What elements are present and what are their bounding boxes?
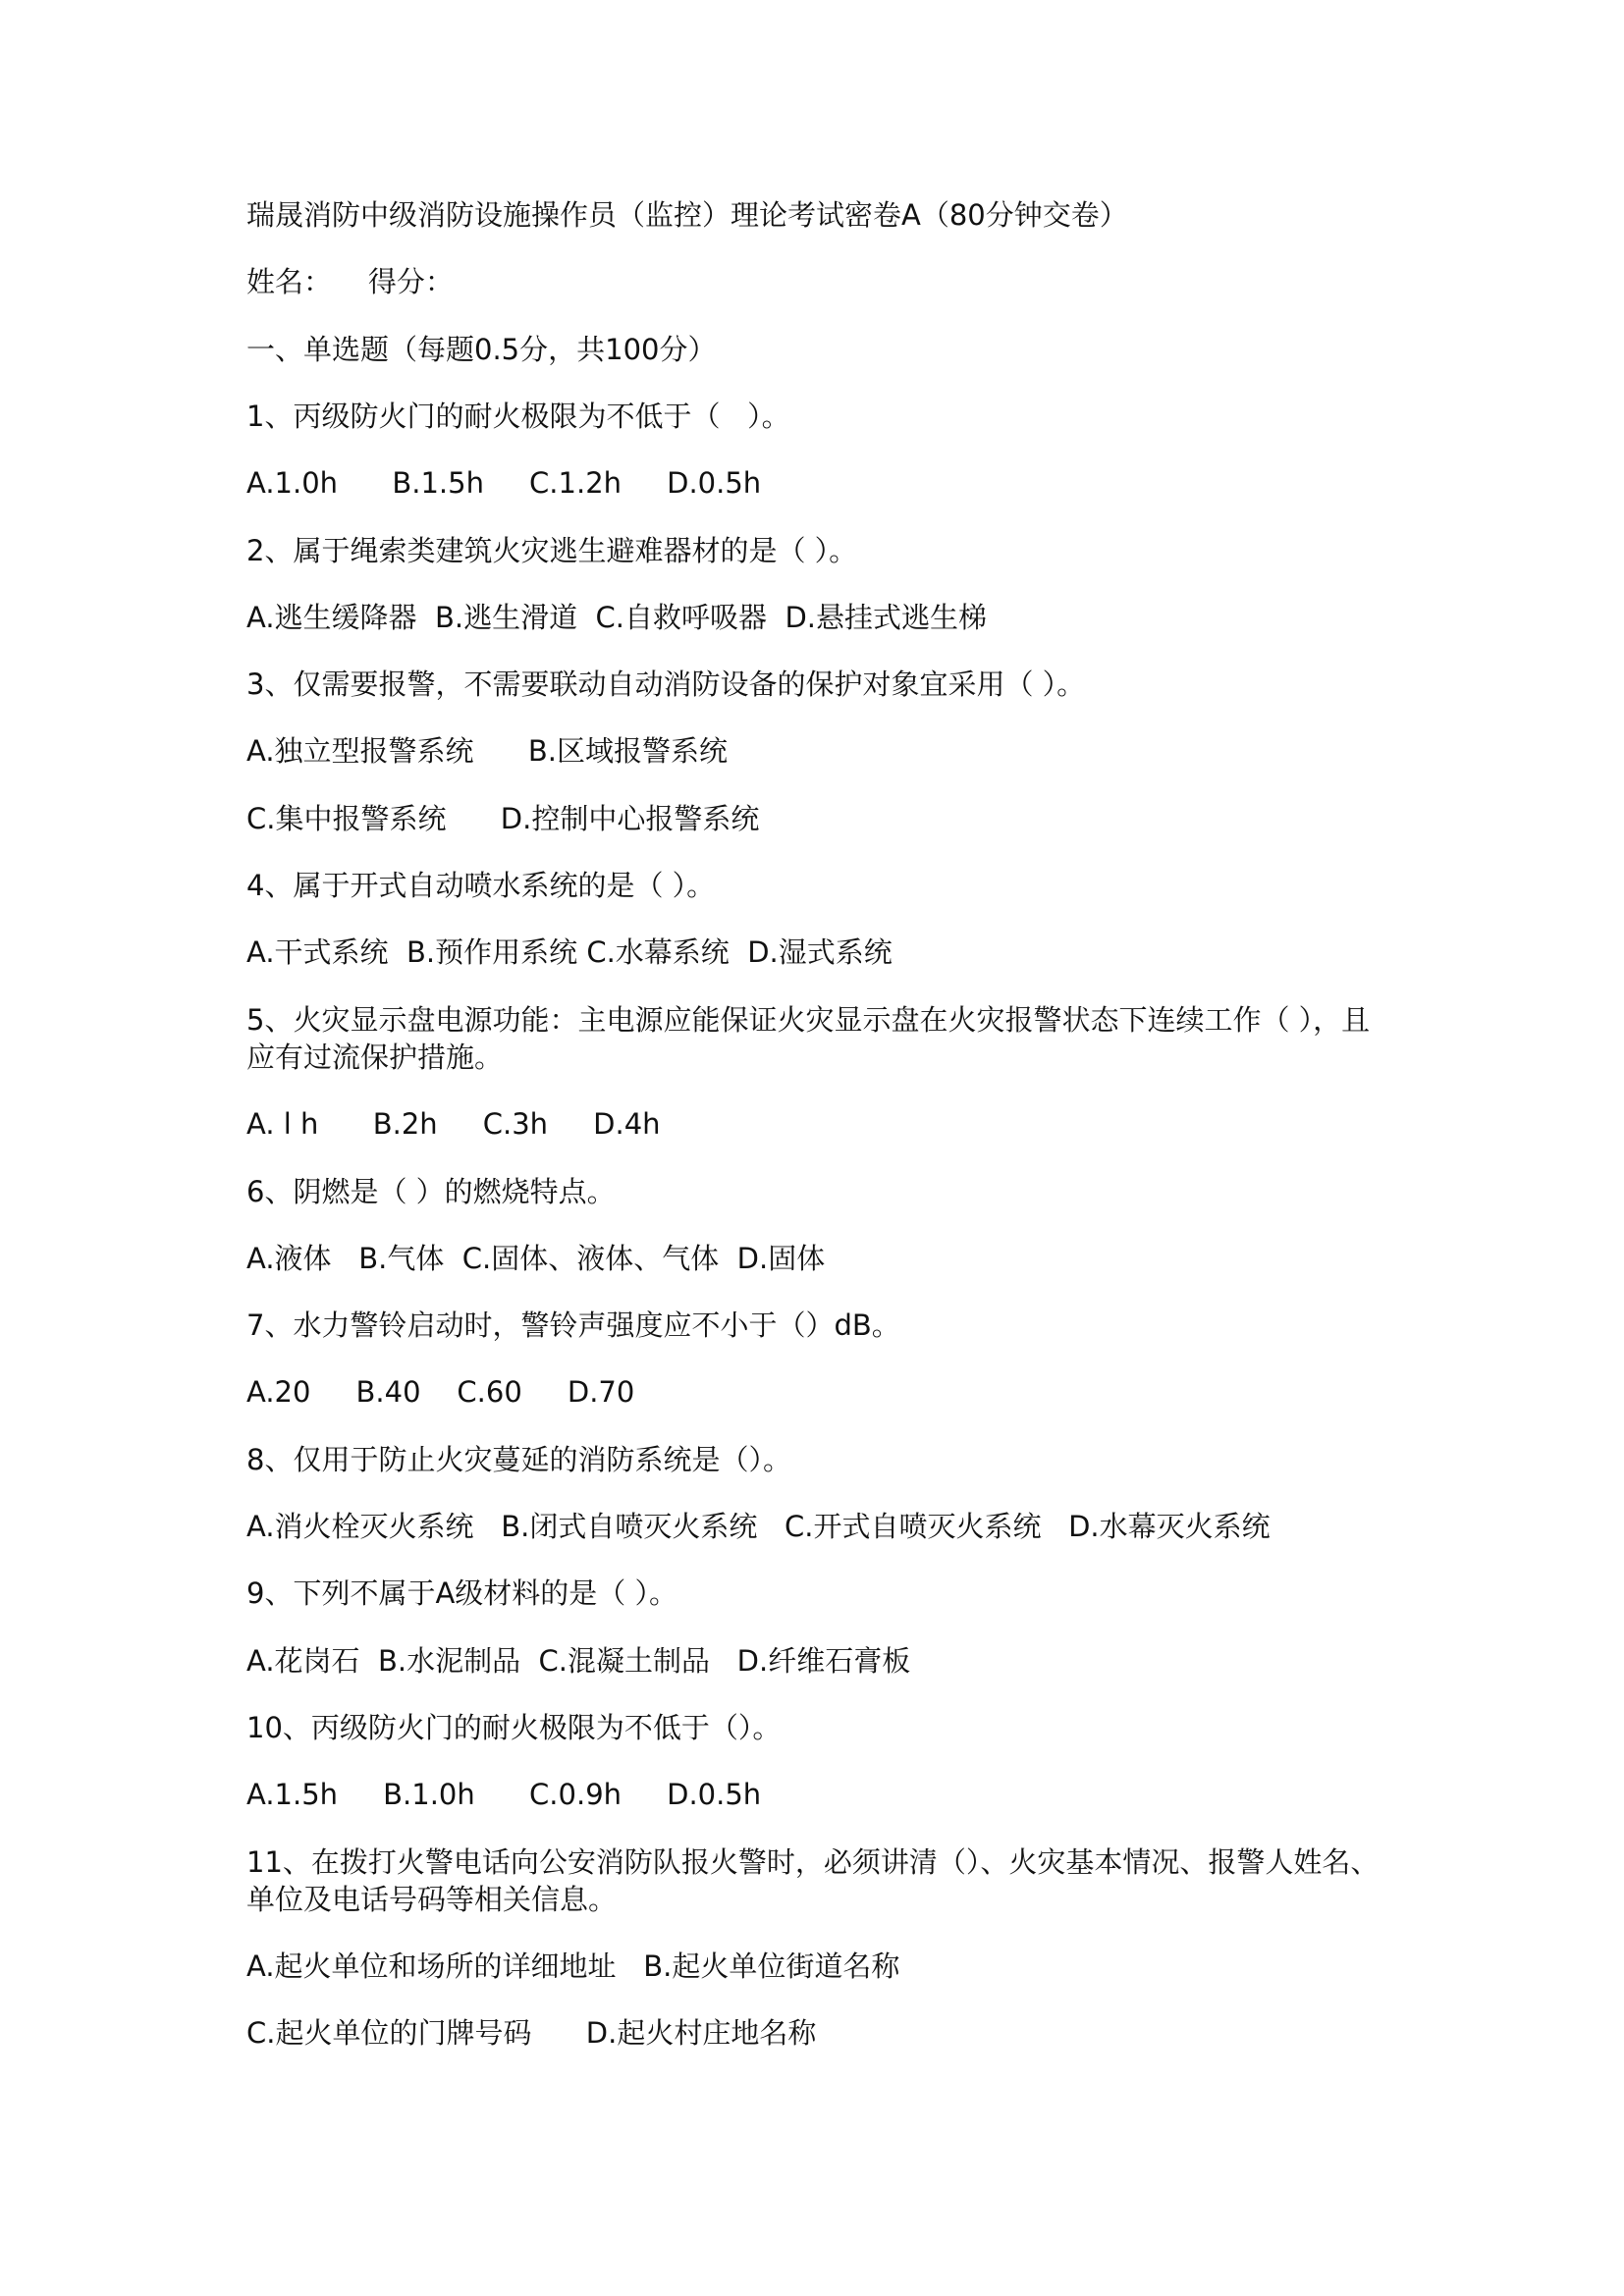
question-10-options: A.1.5h B.1.0h C.0.9h D.0.5h bbox=[246, 1778, 762, 1811]
question-11-options-line-2: C.起火单位的门牌号码 D.起火村庄地名称 bbox=[246, 2016, 817, 2050]
question-1: 1、丙级防火门的耐火极限为不低于（ ）。 bbox=[246, 400, 790, 433]
question-9: 9、下列不属于A级材料的是（ ）。 bbox=[246, 1576, 678, 1610]
question-3-options-line-2: C.集中报警系统 D.控制中心报警系统 bbox=[246, 802, 760, 835]
question-8: 8、仅用于防止火灾蔓延的消防系统是（）。 bbox=[246, 1443, 791, 1476]
question-3: 3、仅需要报警，不需要联动自动消防设备的保护对象宜采用（ ）。 bbox=[246, 667, 1086, 701]
question-3-options-line-1: A.独立型报警系统 B.区域报警系统 bbox=[246, 734, 728, 768]
question-4: 4、属于开式自动喷水系统的是（ ）。 bbox=[246, 869, 716, 902]
question-10: 10、丙级防火门的耐火极限为不低于（）。 bbox=[246, 1711, 782, 1744]
name-score-line: 姓名： 得分： bbox=[246, 265, 454, 298]
question-2: 2、属于绳索类建筑火灾逃生避难器材的是（ ）。 bbox=[246, 534, 858, 567]
question-6: 6、阴燃是（ ）的燃烧特点。 bbox=[246, 1175, 616, 1208]
question-8-options: A.消火栓灭火系统 B.闭式自喷灭火系统 C.开式自喷灭火系统 D.水幕灭火系统 bbox=[246, 1510, 1271, 1543]
question-5-options: A. l h B.2h C.3h D.4h bbox=[246, 1107, 661, 1141]
section-heading: 一、单选题（每题0.5分，共100分） bbox=[246, 333, 717, 366]
question-1-options: A.1.0h B.1.5h C.1.2h D.0.5h bbox=[246, 466, 762, 500]
question-11: 11、在拨打火警电话向公安消防队报火警时，必须讲清（）、火灾基本情况、报警人姓名、单位及电话号码等相关信息。 bbox=[246, 1845, 1380, 1916]
question-11-options-line-1: A.起火单位和场所的详细地址 B.起火单位街道名称 bbox=[246, 1949, 900, 1983]
question-2-options: A.逃生缓降器 B.逃生滑道 C.自救呼吸器 D.悬挂式逃生梯 bbox=[246, 601, 987, 634]
question-9-options: A.花岗石 B.水泥制品 C.混凝土制品 D.纤维石膏板 bbox=[246, 1644, 911, 1678]
exam-title: 瑞晟消防中级消防设施操作员（监控）理论考试密卷A（80分钟交卷） bbox=[246, 198, 1128, 232]
question-5: 5、火灾显示盘电源功能：主电源应能保证火灾显示盘在火灾报警状态下连续工作（ ），且应有过流保护措施。 bbox=[246, 1003, 1371, 1074]
question-7-options: A.20 B.40 C.60 D.70 bbox=[246, 1375, 635, 1409]
question-4-options: A.干式系统 B.预作用系统 C.水幕系统 D.湿式系统 bbox=[246, 935, 893, 969]
question-6-options: A.液体 B.气体 C.固体、液体、气体 D.固体 bbox=[246, 1242, 826, 1275]
question-7: 7、水力警铃启动时，警铃声强度应不小于（）dB。 bbox=[246, 1308, 900, 1342]
